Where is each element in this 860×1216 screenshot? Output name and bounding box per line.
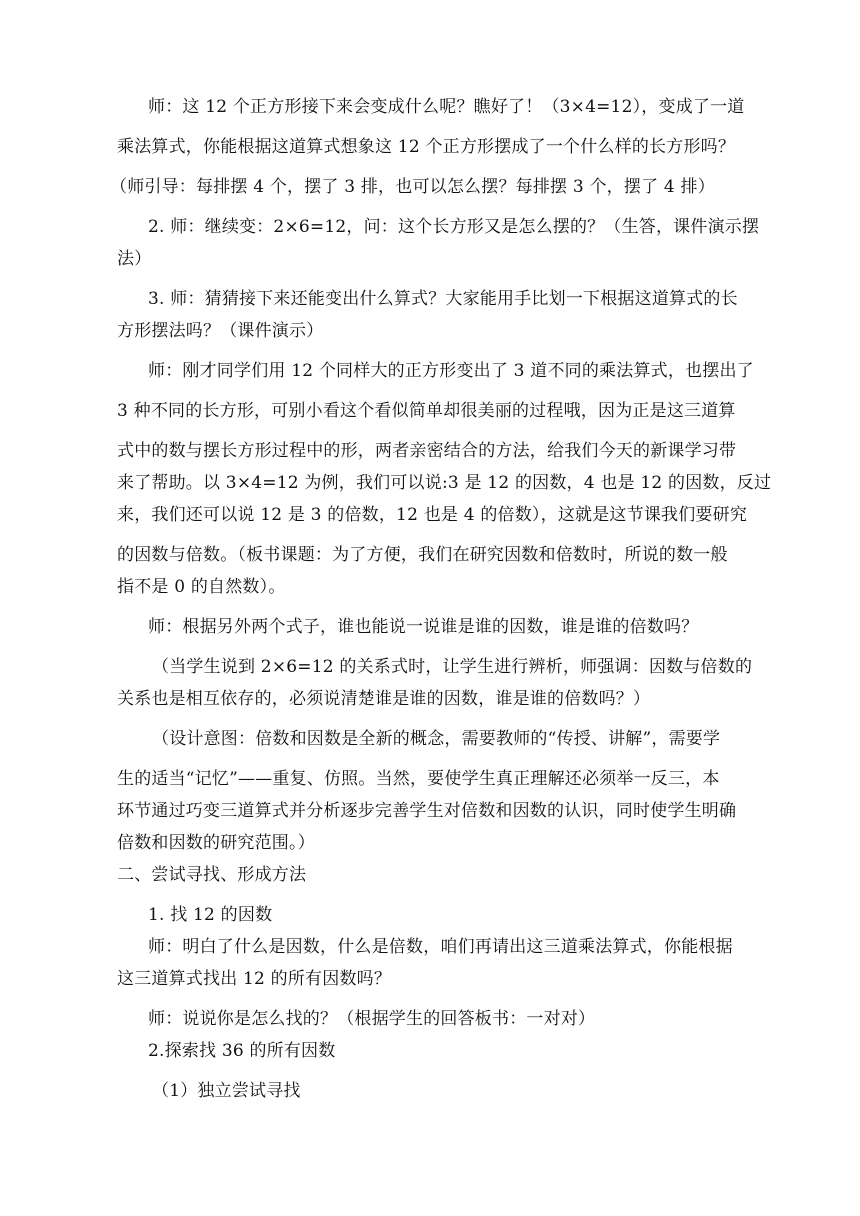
paragraph-line: 3 种不同的长方形，可别小看这个看似简单却很美丽的过程哦，因为正是这三道算 [117,401,736,421]
paragraph-line: 指不是 0 的自然数）。 [117,577,286,597]
paragraph-line: 环节通过巧变三道算式并分析逐步完善学生对倍数和因数的认识，同时使学生明确 [117,801,737,821]
paragraph-line: 倍数和因数的研究范围。） [117,833,315,853]
paragraph-line: 师：这 12 个正方形接下来会变成什么呢？瞧好了！（3×4=12），变成了一道 [148,97,745,117]
subsection-heading: 2.探索找 36 的所有因数 [148,1041,336,1061]
section-heading: 二、尝试寻找、形成方法 [117,865,307,885]
paragraph-line: 来，我们还可以说 12 是 3 的倍数，12 也是 4 的倍数），这就是这节课我们要研究 [117,505,748,525]
paragraph-line: 来了帮助。以 3×4=12 为例，我们可以说:3 是 12 的因数，4 也是 12 的因数，反过 [117,473,772,493]
paragraph-line: （师引导：每排摆 4 个，摆了 3 排，也可以怎么摆？每排摆 3 个，摆了 4 排） [110,177,715,197]
paragraph-line: 3. 师：猜猜接下来还能变出什么算式？大家能用手比划一下根据这道算式的长 [148,289,738,309]
subsection-heading: 1. 找 12 的因数 [148,905,273,925]
paragraph-line: （当学生说到 2×6=12 的关系式时，让学生进行辨析，师强调：因数与倍数的 [152,657,753,677]
paragraph-line: 师：说说你是怎么找的？（根据学生的回答板书：一对对） [148,1009,596,1029]
paragraph-line: 方形摆法吗？（课件演示） [117,321,324,341]
paragraph-line: 2. 师：继续变：2×6=12，问：这个长方形又是怎么摆的？（生答，课件演示摆 [148,217,760,237]
paragraph-line: 的因数与倍数。（板书课题：为了方便，我们在研究因数和倍数时，所说的数一般 [117,545,728,565]
paragraph-line: 这三道算式找出 12 的所有因数吗？ [117,969,392,989]
list-item: （1）独立尝试寻找 [152,1081,301,1101]
paragraph-line: （设计意图：倍数和因数是全新的概念，需要教师的“传授、讲解”，需要学 [152,729,721,749]
paragraph-line: 乘法算式，你能根据这道算式想象这 12 个正方形摆成了一个什么样的长方形吗？ [117,137,736,157]
paragraph-line: 式中的数与摆长方形过程中的形，两者亲密结合的方法，给我们今天的新课学习带 [117,441,737,461]
paragraph-line: 生的适当“记忆”——重复、仿照。当然，要使学生真正理解还必须举一反三，本 [117,769,720,789]
paragraph-line: 关系也是相互依存的，必须说清楚谁是谁的因数，谁是谁的倍数吗？） [117,689,651,709]
paragraph-line: 师：刚才同学们用 12 个同样大的正方形变出了 3 道不同的乘法算式，也摆出了 [148,361,754,381]
paragraph-line: 师：明白了什么是因数，什么是倍数，咱们再请出这三道乘法算式，你能根据 [148,937,733,957]
paragraph-line: 师：根据另外两个式子，谁也能说一说谁是谁的因数，谁是谁的倍数吗？ [148,617,699,637]
paragraph-line: 法） [117,249,152,269]
